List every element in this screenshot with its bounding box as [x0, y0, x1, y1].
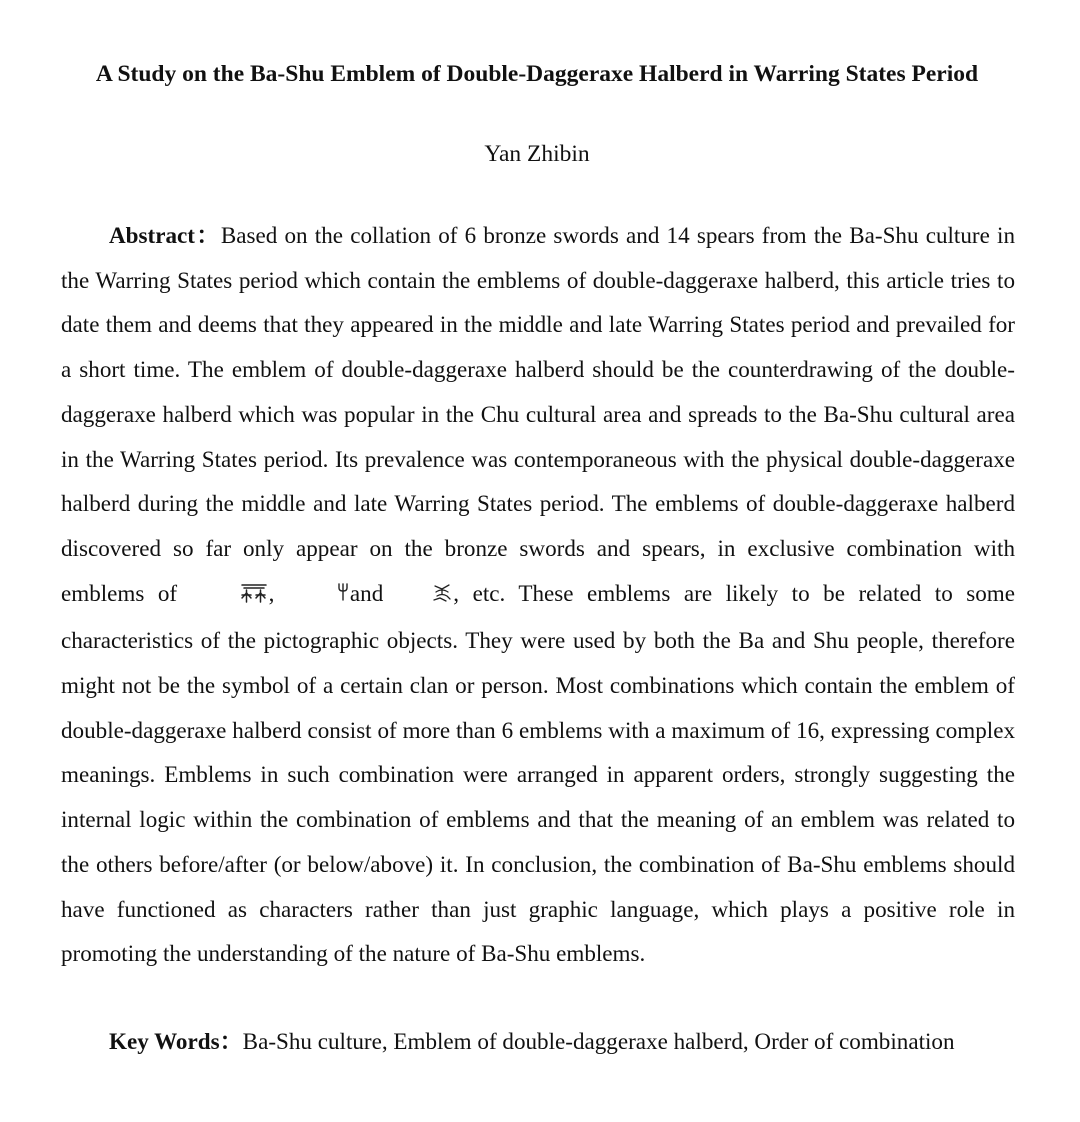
keywords-paragraph	[61, 1019, 1015, 1064]
keywords-text: Ba-Shu culture, Emblem of double-daggeraxe halberd, Order of combination	[242, 1028, 955, 1054]
trident-emblem-icon	[288, 574, 350, 619]
paper-author: Yan Zhibin	[484, 141, 590, 167]
abstract-text-part-2: , etc. These emblems are likely to be related to some characteristics of the pictographic objects. They were used by both the Ba and Shu people, therefore might not be the symbol of a certain clan or person. Most combinations which contain the emblem of double-daggeraxe halberd consist of more than 6 emblems with a maximum of 16, expressing complex meanings. Emblems in such combination were arranged in apparent orders, strongly suggesting the internal logic within the combination of emblems and that the meaning of an emblem was related to the others before/after (or below/above) it. In conclusion, the combination of Ba-Shu emblems should have functioned as characters rather than just graphic language, which plays a positive role in promoting the understanding of the nature of Ba-Shu emblems.	[61, 579, 1015, 967]
abstract-label: Abstract：	[109, 222, 221, 248]
abstract-paragraph	[61, 213, 1015, 976]
paper-title: A Study on the Ba-Shu Emblem of Double-Daggeraxe Halberd in Warring States Period	[95, 61, 979, 87]
paired-trees-emblem-icon	[191, 574, 269, 619]
keywords-label: Key Words：	[109, 1028, 243, 1054]
abstract-text-part-1: Based on the collation of 6 bronze swords and 14 spears from the Ba-Shu culture in the Warring States period which contain the emblems of double-daggeraxe halberd, this article tries to date them and deems that they appeared in the middle and late Warring States period and prevailed for a short time. The emblem of double-daggeraxe halberd should be the counterdrawing of the double-daggeraxe halberd which was popular in the Chu cultural area and spreads to the Ba-Shu cultural area in the Warring States period. Its prevalence was contemporaneous with the physical double-daggeraxe halberd during the middle and late Warring States period. The emblems of double-daggeraxe halberd discovered so far only appear on the bronze swords and spears, in exclusive combination with emblems of	[61, 222, 1015, 606]
abstract-emblem-separator-1: ,	[268, 579, 288, 606]
abstract-emblem-separator-2: and	[349, 579, 384, 606]
bird-emblem-icon	[383, 574, 453, 619]
